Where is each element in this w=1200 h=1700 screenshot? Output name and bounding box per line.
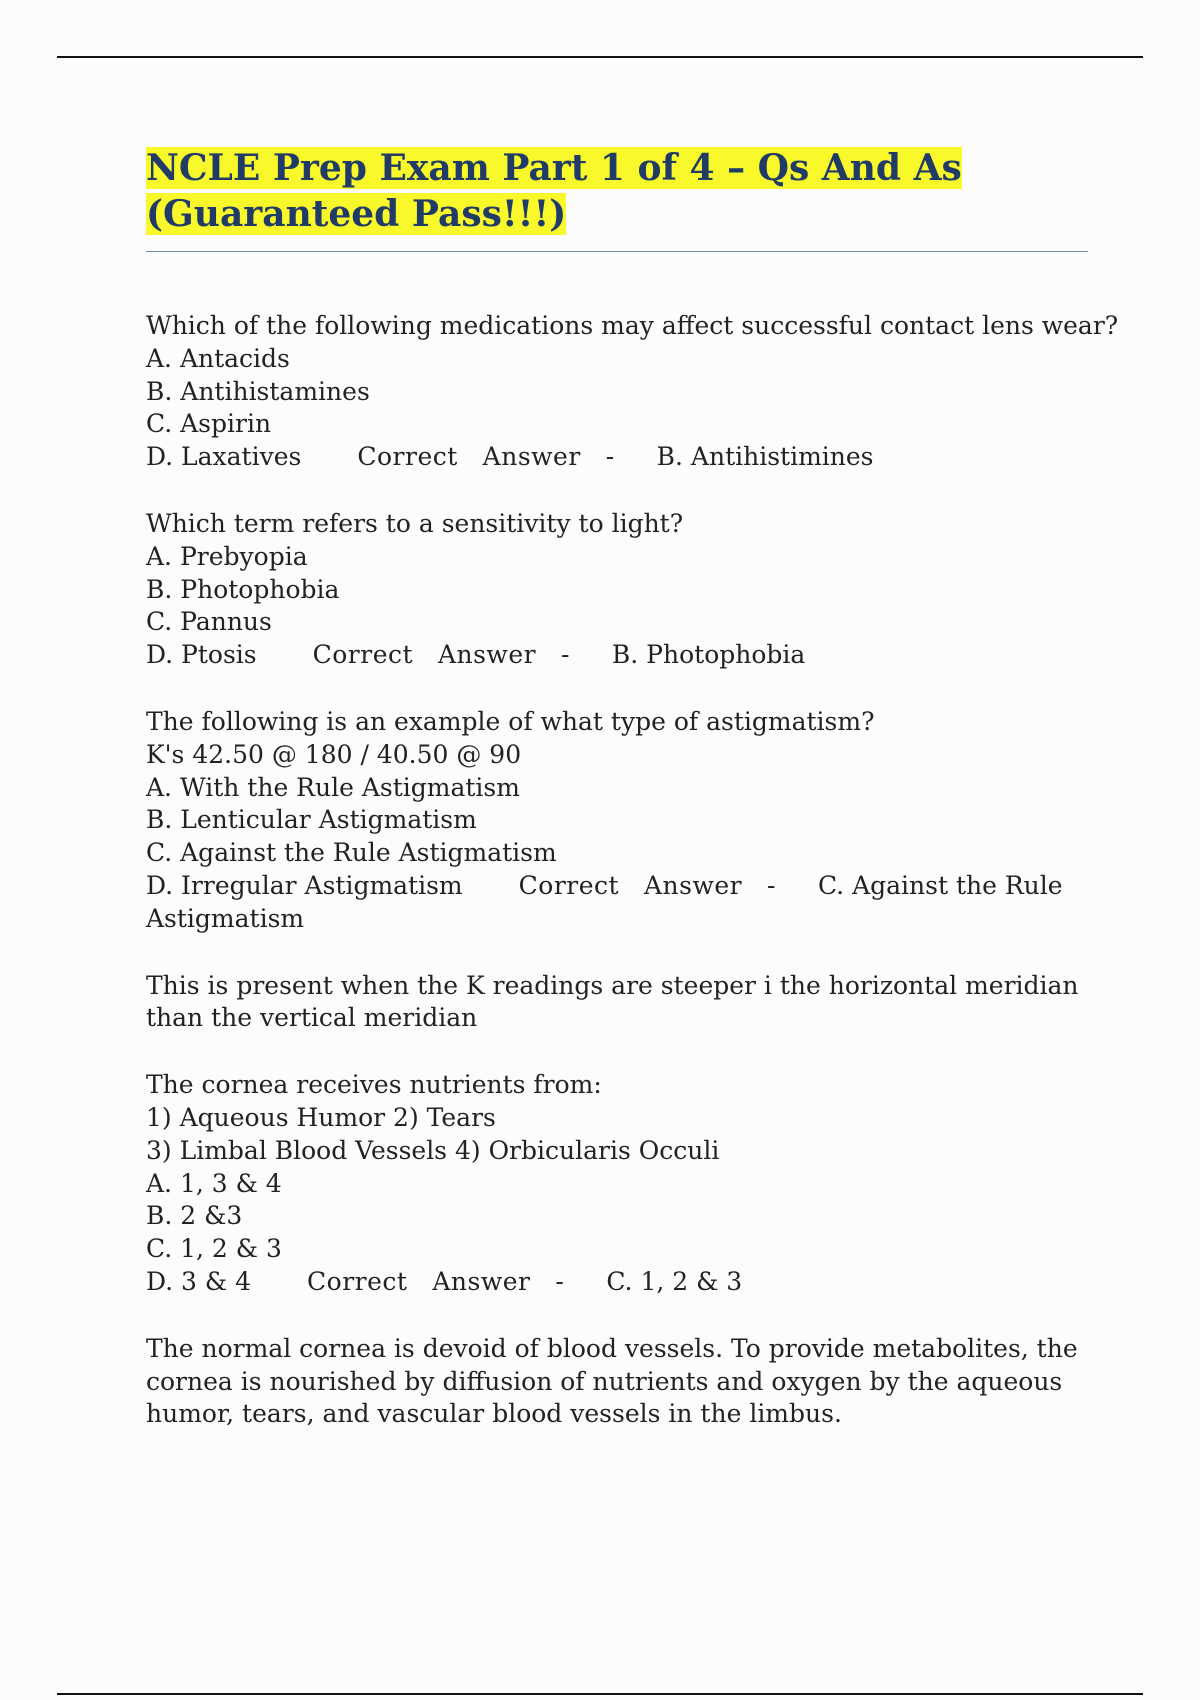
page-bottom-rule — [57, 1693, 1143, 1695]
option-a: A. 1, 3 & 4 — [146, 1168, 282, 1198]
correct-answer: B. Photophobia — [611, 640, 806, 670]
question-2 — [146, 508, 1086, 672]
option-d: D. Irregular Astigmatism — [146, 870, 463, 900]
option-a: A. Prebyopia — [146, 541, 308, 571]
question-1 — [146, 310, 1119, 474]
option-c: C. Against the Rule Astigmatism — [146, 838, 557, 868]
title-highlight: NCLE Prep Exam Part 1 of 4 – Qs And As (Guaranteed Pass!!!) — [146, 147, 962, 235]
page-title — [146, 145, 1086, 237]
option-b: B. Antihistamines — [146, 376, 370, 406]
option-b: B. 2 &3 — [146, 1201, 243, 1231]
correct-answer: C. 1, 2 & 3 — [606, 1266, 743, 1296]
explanation-2 — [146, 1333, 1086, 1431]
document-content — [146, 145, 1119, 1465]
correct-answer-label: Correct Answer - — [307, 1266, 565, 1296]
option-d-with-answer — [146, 639, 1086, 672]
correct-answer: B. Antihistimines — [656, 442, 874, 472]
correct-answer: C. Against the Rule — [817, 870, 1063, 900]
option-b: B. Photophobia — [146, 574, 340, 604]
question-text: The following is an example of what type of astigmatism? — [146, 706, 875, 736]
title-underline — [146, 251, 1088, 252]
document-body — [146, 310, 1119, 1431]
question-text-line-2: K's 42.50 @ 180 / 40.50 @ 90 — [146, 739, 522, 769]
question-text-line-3: 3) Limbal Blood Vessels 4) Orbicularis Occuli — [146, 1135, 720, 1165]
option-b: B. Lenticular Astigmatism — [146, 805, 477, 835]
question-3 — [146, 706, 1086, 936]
option-d-with-answer — [146, 870, 1086, 903]
question-4 — [146, 1069, 1086, 1299]
page-top-rule — [57, 56, 1143, 58]
option-c: C. 1, 2 & 3 — [146, 1234, 282, 1264]
option-c: C. Aspirin — [146, 409, 272, 439]
correct-answer-label: Correct Answer - — [518, 870, 776, 900]
correct-answer-continued: Astigmatism — [146, 903, 305, 933]
option-d: D. Ptosis — [146, 640, 257, 670]
question-text: Which of the following medications may affect successful contact lens wear? — [146, 311, 1119, 340]
option-d: D. 3 & 4 — [146, 1266, 252, 1296]
option-c: C. Pannus — [146, 607, 272, 637]
question-text: Which term refers to a sensitivity to light? — [146, 508, 684, 538]
question-text-line-2: 1) Aqueous Humor 2) Tears — [146, 1102, 496, 1132]
option-a: A. With the Rule Astigmatism — [146, 772, 520, 802]
option-d: D. Laxatives — [146, 442, 302, 472]
explanation-1 — [146, 970, 1086, 1036]
explanation-text: This is present when the K readings are steeper i the horizontal meridian than the vertical meridian — [146, 970, 1079, 1033]
question-text: The cornea receives nutrients from: — [146, 1070, 602, 1100]
option-d-with-answer — [146, 1266, 1086, 1299]
explanation-text: The normal cornea is devoid of blood vessels. To provide metabolites, the cornea is nourished by diffusion of nutrients and oxygen by the aqueous humor, tears, and vascular blood vessels in the limbus. — [146, 1333, 1078, 1429]
correct-answer-label: Correct Answer - — [357, 442, 615, 472]
option-d-with-answer — [146, 441, 1086, 474]
option-a: A. Antacids — [146, 343, 290, 373]
correct-answer-label: Correct Answer - — [312, 640, 570, 670]
